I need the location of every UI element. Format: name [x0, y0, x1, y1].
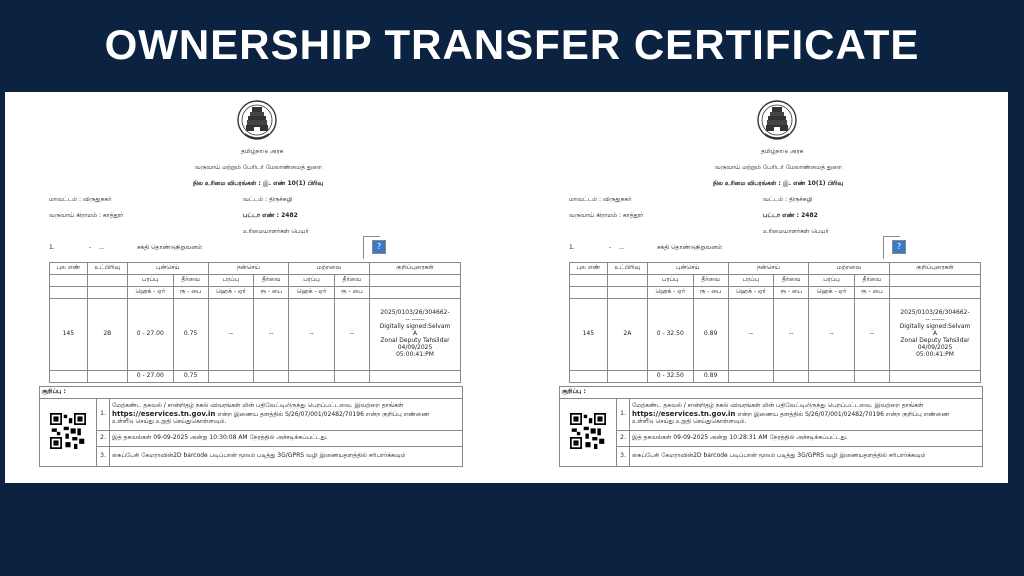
note-number: 1.	[97, 399, 110, 431]
remarks-cell	[370, 299, 461, 371]
owner-name: சக்தி தொண்டுநிறுவனம்	[657, 244, 723, 251]
empty-cell	[370, 287, 461, 299]
village-field: வருவாய் கிராமம் : காத்தூர்	[569, 212, 644, 219]
qr-code-icon	[570, 413, 606, 449]
remark-line: -- ------	[925, 316, 945, 324]
note-number: 2.	[97, 431, 110, 447]
unit-area: ஹெக் - ஏர்	[809, 287, 855, 299]
note-1-line1: மேற்கண்ட தகவல் / சான்றிதழ் நகல் விவரங்கள் மின் பதிவேட்டிலிருந்து பெறப்பட்டவை. இவற்றை தாங்கள்	[112, 402, 404, 410]
row-subdivision: 2A	[607, 299, 647, 371]
unit-area: ஹெக் - ஏர்	[728, 287, 774, 299]
certificate-title: நில உரிமை விபரங்கள் : இ. எண் 10(1) பிரிவு	[193, 180, 324, 187]
patta-number: பட்டா எண் : 2482	[243, 212, 298, 219]
note-number: 1.	[617, 399, 630, 431]
empty-cell	[570, 275, 608, 287]
total-area: 0 - 27.00	[128, 371, 174, 383]
empty-cell	[890, 371, 981, 383]
village-field: வருவாய் கிராமம் : காத்தூர்	[49, 212, 124, 219]
empty-cell	[208, 371, 254, 383]
district-field: மாவட்டம் : விருதுநகர்	[569, 196, 632, 203]
gov-name: தமிழ்நாடு அரசு	[761, 148, 804, 155]
row-area: 0 - 32.50	[648, 299, 694, 371]
certificate-panel	[5, 92, 1008, 483]
remarks-cell	[890, 299, 981, 371]
note-number: 3.	[617, 447, 630, 467]
info-icon: ?	[372, 240, 386, 254]
unit-tax: ரூ - பை	[334, 287, 369, 299]
note-1-line2: என்ற இணைய தளத்தில் S/26/07/001/02482/70196 என்ற குறிப்பு எண்ணை	[217, 411, 430, 419]
taluk-field: வட்டம் : திருச்சுழி	[243, 196, 293, 203]
empty-cell	[254, 371, 289, 383]
row-survey: 145	[570, 299, 608, 371]
row-area: 0 - 27.00	[128, 299, 174, 371]
remark-line: A	[412, 330, 418, 338]
empty-cell	[809, 371, 855, 383]
info-icon: ?	[892, 240, 906, 254]
notes-table	[559, 386, 983, 467]
tamilnadu-emblem-icon	[757, 98, 797, 144]
qr-cell	[560, 399, 617, 467]
note-3: கைப்பேசி கேமராவின்2D barcode படிப்பான் மூலம் படித்து 3G/GPRS வழி இணையதளத்தில் சரிபார்க்கவும்	[630, 447, 983, 467]
note-number: 3.	[97, 447, 110, 467]
remark-line: 05:00:41:PM	[396, 350, 434, 358]
qr-cell	[40, 399, 97, 467]
header-punjai: புன்செய்	[128, 263, 209, 275]
empty-cell	[774, 371, 809, 383]
unit-tax: ரூ - பை	[854, 287, 889, 299]
certificate-document-right	[525, 96, 1005, 476]
note-1	[630, 399, 983, 431]
remark-line: Zonal Deputy Tahsildar	[900, 336, 970, 344]
note-2: இத் தகவல்கள் 09-09-2025 அன்று 10:28:31 AM நேரத்தில் அச்சடிக்கப்பட்டது.	[630, 431, 983, 447]
empty-cell	[607, 275, 647, 287]
header-punjai: புன்செய்	[648, 263, 729, 275]
empty-cell	[854, 371, 889, 383]
department-name: வருவாய் மற்றும் பேரிடர் மேலாண்மைத் துறை	[715, 164, 842, 171]
owner-dash: -	[89, 244, 92, 251]
empty-cell	[570, 287, 608, 299]
eservices-link[interactable]: https://eservices.tn.gov.in	[632, 410, 736, 419]
note-1-line1: மேற்கண்ட தகவல் / சான்றிதழ் நகல் விவரங்கள் மின் பதிவேட்டிலிருந்து பெறப்பட்டவை. இவற்றை தாங்கள்	[632, 402, 924, 410]
unit-tax: ரூ - பை	[173, 287, 208, 299]
row-tax: 0.75	[173, 299, 208, 371]
sub-tax: தீர்வை	[774, 275, 809, 287]
header-nanjai: நன்செய்	[728, 263, 809, 275]
page-title: OWNERSHIP TRANSFER CERTIFICATE	[104, 21, 920, 68]
land-table	[49, 262, 461, 383]
remark-line: -- ------	[405, 316, 425, 324]
owner-dots: ...	[619, 244, 625, 251]
unit-tax: ரூ - பை	[693, 287, 728, 299]
header-remarks: குறிப்புரைகள்	[370, 263, 461, 275]
owners-label: உரிமையாளர்கள் பெயர்	[243, 228, 309, 235]
empty-cell	[890, 275, 981, 287]
certificate-title: நில உரிமை விபரங்கள் : இ. எண் 10(1) பிரிவு	[713, 180, 844, 187]
empty-cell	[728, 371, 774, 383]
empty-cell	[607, 287, 647, 299]
certificate-document-left	[5, 96, 485, 476]
owner-name: சக்தி தொண்டுநிறுவனம்	[137, 244, 203, 251]
remark-line: 2025/0103/26/304662-	[900, 309, 970, 317]
owner-dots: ...	[99, 244, 105, 251]
eservices-link[interactable]: https://eservices.tn.gov.in	[112, 410, 216, 419]
unit-tax: ரூ - பை	[254, 287, 289, 299]
total-tax: 0.89	[693, 371, 728, 383]
empty-cell	[50, 287, 88, 299]
empty-cell	[890, 287, 981, 299]
empty-cell	[334, 371, 369, 383]
note-2: இத் தகவல்கள் 09-09-2025 அன்று 10:30:08 AM நேரத்தில் அச்சடிக்கப்பட்டது.	[110, 431, 463, 447]
owners-label: உரிமையாளர்கள் பெயர்	[763, 228, 829, 235]
empty-cell	[87, 275, 127, 287]
notes-label: குறிப்பு :	[560, 387, 983, 399]
note-1-line3: உள்ளீடு செய்து உறுதி செய்துகொள்ளவும்.	[112, 417, 227, 425]
header-other: மற்றவை	[289, 263, 370, 275]
empty-cell	[87, 371, 127, 383]
header-survey: புல எண்	[50, 263, 88, 275]
note-1-line3: உள்ளீடு செய்து உறுதி செய்துகொள்ளவும்.	[632, 417, 747, 425]
sub-tax: தீர்வை	[854, 275, 889, 287]
row-other-tax: --	[334, 299, 369, 371]
sub-tax: தீர்வை	[173, 275, 208, 287]
row-nanjai-area: --	[208, 299, 254, 371]
row-nanjai-tax: --	[774, 299, 809, 371]
empty-cell	[370, 371, 461, 383]
owner-dash: -	[609, 244, 612, 251]
unit-area: ஹெக் - ஏர்	[128, 287, 174, 299]
remark-line: Digitally signed:Selvam	[899, 323, 971, 331]
unit-area: ஹெக் - ஏர்	[208, 287, 254, 299]
header-survey: புல எண்	[570, 263, 608, 275]
qr-code-icon	[50, 413, 86, 449]
land-table	[569, 262, 981, 383]
remark-line: 04/09/2025	[397, 343, 433, 351]
total-area: 0 - 32.50	[648, 371, 694, 383]
unit-area: ஹெக் - ஏர்	[289, 287, 335, 299]
sub-area: பரப்பு	[809, 275, 855, 287]
header-nanjai: நன்செய்	[208, 263, 289, 275]
header-subdivision: உட்பிரிவு	[87, 263, 127, 275]
header-other: மற்றவை	[809, 263, 890, 275]
remark-line: 05:00:41:PM	[916, 350, 954, 358]
notes-label: குறிப்பு :	[40, 387, 463, 399]
remark-line: Zonal Deputy Tahsildar	[380, 336, 450, 344]
owner-number: 1.	[49, 244, 55, 251]
district-field: மாவட்டம் : விருதுநகர்	[49, 196, 112, 203]
header-remarks: குறிப்புரைகள்	[890, 263, 981, 275]
notes-table	[39, 386, 463, 467]
gov-name: தமிழ்நாடு அரசு	[241, 148, 284, 155]
sub-area: பரப்பு	[208, 275, 254, 287]
sub-area: பரப்பு	[648, 275, 694, 287]
remark-line: Digitally signed:Selvam	[379, 323, 451, 331]
sub-area: பரப்பு	[728, 275, 774, 287]
tamilnadu-emblem-icon	[237, 98, 277, 144]
sub-tax: தீர்வை	[334, 275, 369, 287]
owner-number: 1.	[569, 244, 575, 251]
row-nanjai-tax: --	[254, 299, 289, 371]
remark-line: 2025/0103/26/304662-	[380, 309, 450, 317]
unit-area: ஹெக் - ஏர்	[648, 287, 694, 299]
sub-tax: தீர்வை	[254, 275, 289, 287]
taluk-field: வட்டம் : திருச்சுழி	[763, 196, 813, 203]
note-number: 2.	[617, 431, 630, 447]
sub-area: பரப்பு	[128, 275, 174, 287]
row-other-area: --	[809, 299, 855, 371]
row-other-tax: --	[854, 299, 889, 371]
remark-line: 04/09/2025	[917, 343, 953, 351]
note-3: கைப்பேசி கேமராவின்2D barcode படிப்பான் மூலம் படித்து 3G/GPRS வழி இணையதளத்தில் சரிபார்க்கவும்	[110, 447, 463, 467]
row-tax: 0.89	[693, 299, 728, 371]
row-other-area: --	[289, 299, 335, 371]
sub-tax: தீர்வை	[693, 275, 728, 287]
remark-line: A	[932, 330, 938, 338]
empty-cell	[289, 371, 335, 383]
header-subdivision: உட்பிரிவு	[607, 263, 647, 275]
empty-cell	[607, 371, 647, 383]
department-name: வருவாய் மற்றும் பேரிடர் மேலாண்மைத் துறை	[195, 164, 322, 171]
row-nanjai-area: --	[728, 299, 774, 371]
note-1-line2: என்ற இணைய தளத்தில் S/26/07/001/02482/70196 என்ற குறிப்பு எண்ணை	[737, 411, 950, 419]
empty-cell	[50, 371, 88, 383]
total-tax: 0.75	[173, 371, 208, 383]
note-1	[110, 399, 463, 431]
sub-area: பரப்பு	[289, 275, 335, 287]
patta-number: பட்டா எண் : 2482	[763, 212, 818, 219]
empty-cell	[370, 275, 461, 287]
row-survey: 145	[50, 299, 88, 371]
empty-cell	[87, 287, 127, 299]
unit-tax: ரூ - பை	[774, 287, 809, 299]
title-banner	[0, 0, 1024, 90]
empty-cell	[50, 275, 88, 287]
row-subdivision: 2B	[87, 299, 127, 371]
empty-cell	[570, 371, 608, 383]
